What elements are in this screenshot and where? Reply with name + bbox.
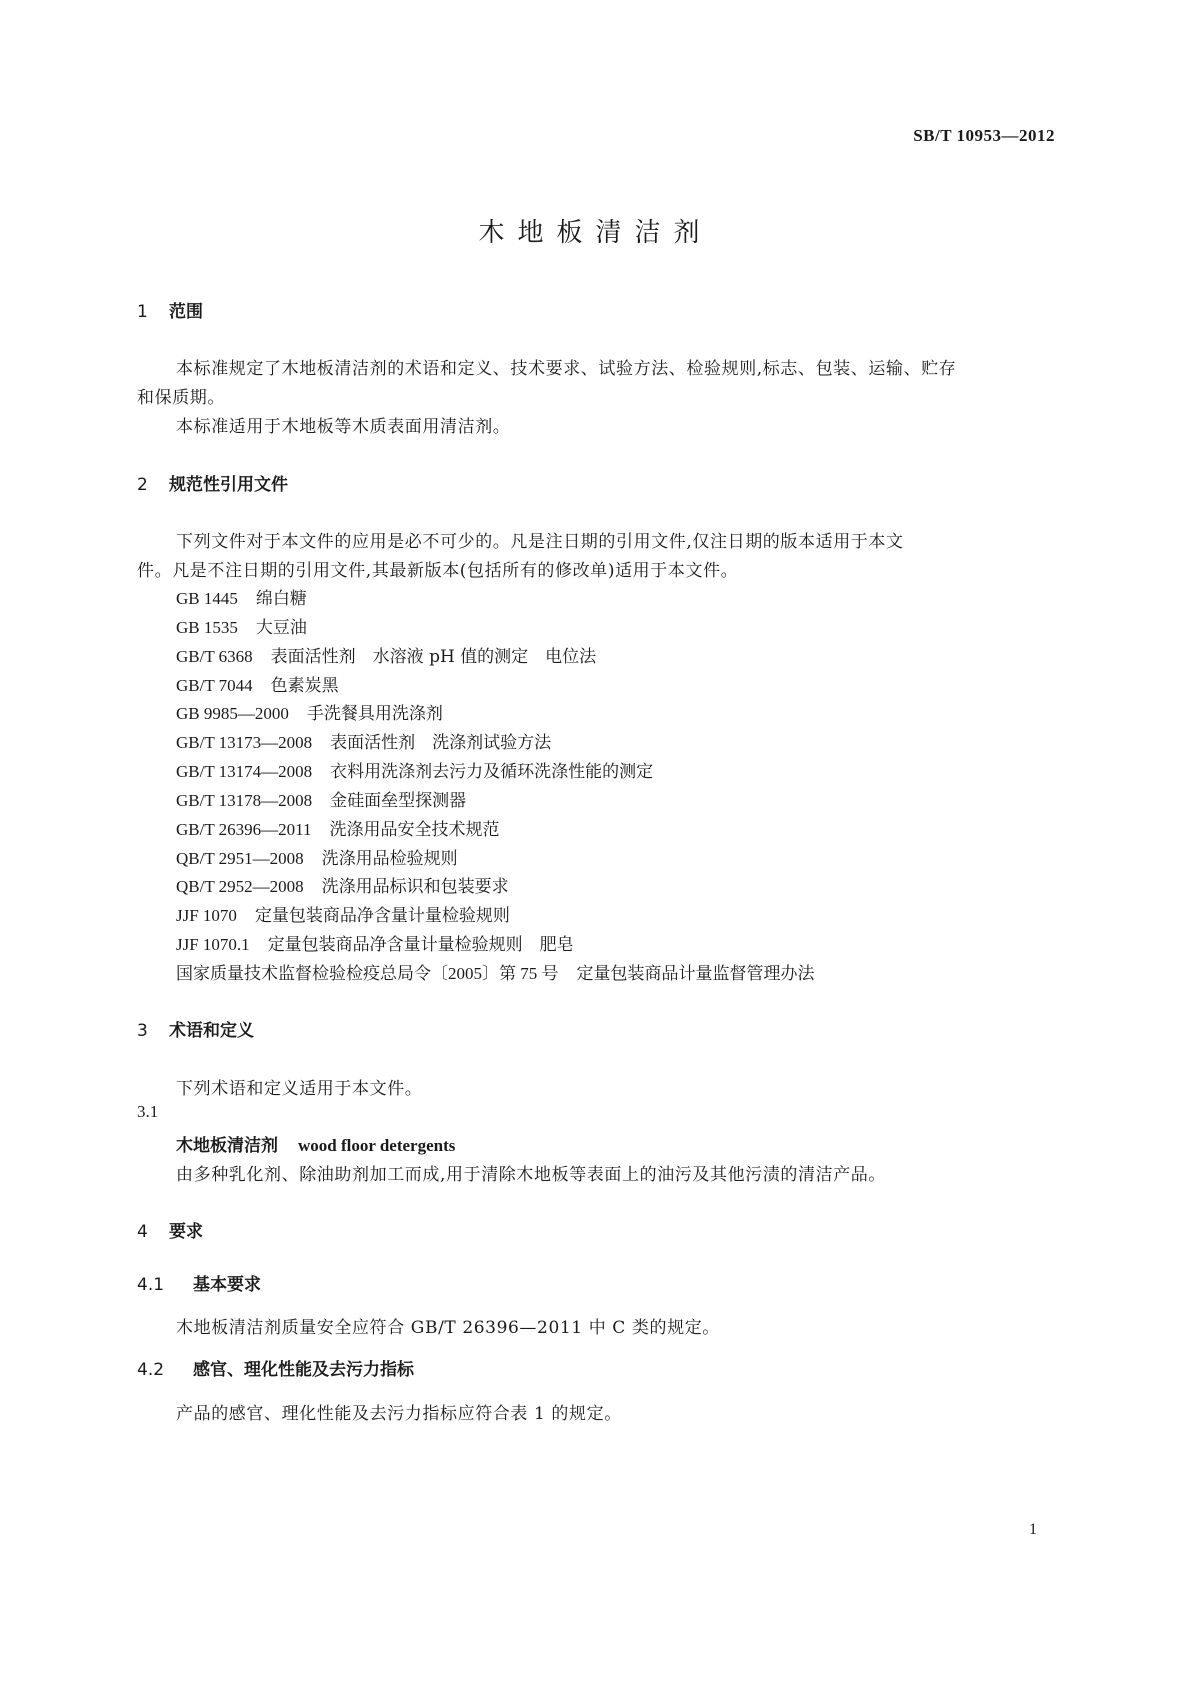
reference-title: 表面活性剂 洗涤剂试验方法: [330, 733, 552, 753]
reference-code: GB/T 13174—2008: [176, 762, 313, 781]
subsection-number: 4.1: [137, 1275, 165, 1295]
reference-item: [176, 815, 500, 840]
reference-code: GB 1535: [176, 618, 238, 637]
section-3-heading: [137, 1016, 254, 1041]
reference-title: 洗涤用品安全技术规范: [329, 820, 500, 840]
section-number: 4: [137, 1222, 148, 1242]
document-title: 木地板清洁剂: [478, 218, 713, 248]
subsection-number: 4.2: [137, 1360, 165, 1380]
paragraph: 产品的感官、理化性能及去污力指标应符合表 1 的规定。: [176, 1404, 622, 1424]
reference-title: 定量包装商品净含量计量检验规则 肥皂: [267, 935, 574, 955]
reference-item: [176, 699, 443, 724]
reference-item: [176, 959, 815, 984]
subsection-title: 基本要求: [193, 1275, 261, 1295]
reference-item: [176, 872, 509, 897]
reference-title: 洗涤用品标识和包装要求: [321, 877, 509, 897]
reference-code: GB/T 7044: [176, 676, 253, 695]
term-definition: 由多种乳化剂、除油助剂加工而成,用于清除木地板等表面上的油污及其他污渍的清洁产品。: [176, 1165, 887, 1185]
section-title: 范围: [169, 302, 203, 322]
reference-title: 大豆油: [255, 618, 307, 638]
reference-code: 国家质量技术监督检验检疫总局令〔2005〕第 75 号: [176, 964, 559, 983]
section-1-heading: [137, 297, 203, 322]
term-entry: [176, 1131, 455, 1156]
reference-title: 绵白糖: [255, 589, 307, 609]
reference-code: GB/T 13178—2008: [176, 791, 313, 810]
term-chinese: 木地板清洁剂: [176, 1136, 278, 1156]
paragraph: 本标准规定了木地板清洁剂的术语和定义、技术要求、试验方法、检验规则,标志、包装、运输、贮存: [176, 359, 957, 379]
reference-item: [176, 671, 339, 696]
reference-title: 色素炭黑: [270, 676, 339, 696]
reference-item: [176, 844, 458, 869]
section-number: 1: [137, 302, 148, 322]
reference-title: 表面活性剂 水溶液 pH 值的测定 电位法: [270, 647, 597, 667]
subsection-4-1-heading: [137, 1270, 261, 1295]
standard-number: SB/T 10953—2012: [913, 126, 1055, 145]
page-number: 1: [1029, 1521, 1037, 1538]
reference-item: [176, 642, 596, 667]
section-title: 规范性引用文件: [169, 475, 288, 495]
subsection-title: 感官、理化性能及去污力指标: [193, 1360, 414, 1380]
section-2-heading: [137, 470, 288, 495]
paragraph: 下列术语和定义适用于本文件。: [176, 1079, 423, 1099]
paragraph-continuation: 件。凡是不注日期的引用文件,其最新版本(包括所有的修改单)适用于本文件。: [137, 561, 739, 581]
paragraph-continuation: 和保质期。: [137, 388, 225, 408]
section-4-heading: [137, 1217, 203, 1242]
paragraph: 木地板清洁剂质量安全应符合 GB/T 26396—2011 中 C 类的规定。: [176, 1318, 720, 1338]
reference-item: [176, 930, 574, 955]
reference-title: 金硅面垒型探测器: [330, 791, 467, 811]
reference-item: [176, 728, 551, 753]
section-number: 2: [137, 475, 148, 495]
reference-code: GB 9985—2000: [176, 704, 289, 723]
section-title: 要求: [169, 1222, 203, 1242]
reference-code: QB/T 2951—2008: [176, 849, 304, 868]
paragraph: 本标准适用于木地板等木质表面用清洁剂。: [176, 417, 511, 437]
reference-code: GB/T 6368: [176, 647, 253, 666]
reference-item: [176, 757, 653, 782]
reference-code: GB 1445: [176, 589, 238, 608]
reference-item: [176, 786, 466, 811]
reference-item: [176, 901, 510, 926]
reference-code: GB/T 26396—2011: [176, 820, 312, 839]
paragraph: 下列文件对于本文件的应用是必不可少的。凡是注日期的引用文件,仅注日期的版本适用于本文: [176, 532, 904, 552]
reference-title: 洗涤用品检验规则: [321, 849, 458, 869]
section-number: 3: [137, 1021, 148, 1041]
subsection-4-2-heading: [137, 1355, 414, 1380]
section-title: 术语和定义: [169, 1021, 254, 1041]
reference-code: GB/T 13173—2008: [176, 733, 313, 752]
reference-code: QB/T 2952—2008: [176, 877, 304, 896]
reference-title: 手洗餐具用洗涤剂: [306, 704, 443, 724]
reference-title: 定量包装商品计量监督管理办法: [576, 964, 815, 984]
reference-item: [176, 584, 307, 609]
reference-title: 衣料用洗涤剂去污力及循环洗涤性能的测定: [330, 762, 654, 782]
reference-code: JJF 1070: [176, 906, 237, 925]
term-english: wood floor detergents: [298, 1136, 456, 1155]
reference-item: [176, 613, 307, 638]
reference-title: 定量包装商品净含量计量检验规则: [254, 906, 510, 926]
reference-code: JJF 1070.1: [176, 935, 250, 954]
term-number: 3.1: [137, 1102, 159, 1121]
